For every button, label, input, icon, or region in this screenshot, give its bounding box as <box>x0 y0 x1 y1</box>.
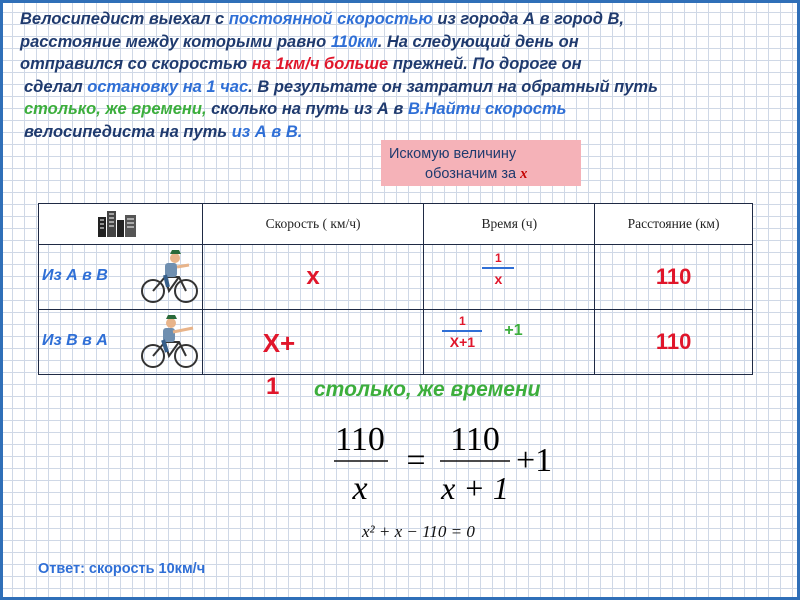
problem-line-2 <box>20 31 795 54</box>
seg-same-time: столько, же времени, <box>24 100 207 118</box>
seg-distance: 110км <box>330 32 378 51</box>
table-row <box>39 310 753 375</box>
speed-ab: x <box>202 245 424 310</box>
header-time: Время (ч) <box>424 204 595 245</box>
time-ab-num: 1 <box>495 251 502 265</box>
seg-stop: остановку на 1 час <box>87 77 249 96</box>
seg: расстояние между которыми равно <box>20 32 331 51</box>
answer-text: Ответ: скорость 10км/ч <box>38 561 206 577</box>
seg-speed-more: на 1км/ч больше <box>251 55 389 73</box>
time-ab-cell <box>424 245 595 310</box>
distance-ab: 110 <box>595 245 753 310</box>
denote-line2: обозначим за <box>425 166 521 182</box>
seg-constant-speed: постоянной скоростью <box>228 10 433 28</box>
row-label-cell <box>39 245 203 310</box>
row-label-cell <box>39 310 203 375</box>
fraction-bar <box>482 267 514 269</box>
time-ba-num: 1 <box>459 314 466 328</box>
cyclist-icon <box>139 249 201 305</box>
quadratic-equation: x² + x − 110 = 0 <box>362 522 475 541</box>
table-row <box>39 245 753 310</box>
eq-equals: = <box>406 442 426 479</box>
time-ba-fraction <box>442 314 482 350</box>
denote-line1: Искомую величину <box>389 146 517 162</box>
time-ab-fraction <box>482 251 514 287</box>
row-label-ba: Из В в А <box>42 332 108 349</box>
problem-text <box>20 8 795 143</box>
seg: Велосипедист выехал с <box>20 10 229 28</box>
eq-plus-one: +1 <box>516 442 553 479</box>
seg: сделал <box>24 77 88 96</box>
header-speed: Скорость ( км/ч) <box>202 204 424 245</box>
header-distance: Расстояние (км) <box>595 204 753 245</box>
seg: сколько на путь из А в <box>206 100 408 118</box>
speed-ba: X+ <box>262 328 296 358</box>
cyclist-icon <box>139 314 201 370</box>
eq-lhs-num: 110 <box>335 421 385 458</box>
problem-line-3 <box>20 53 795 76</box>
speed-ba-cell <box>202 310 424 375</box>
seg-find: В.Найти скорость <box>408 100 567 118</box>
table-header-row <box>39 204 753 245</box>
eq-rhs-den: x + 1 <box>441 470 509 506</box>
solution-table <box>38 203 753 375</box>
one-mark: 1 <box>266 373 280 400</box>
equation <box>330 415 580 510</box>
eq-rhs-num: 110 <box>450 421 500 458</box>
time-ab-den: x <box>494 271 503 287</box>
seg: . В результате он затратил на обратный путь <box>248 77 658 96</box>
time-ba-den: X+1 <box>449 334 476 350</box>
seg: . На следующий день он <box>377 32 579 51</box>
buildings-icon <box>96 211 138 237</box>
denote-line2-wrap <box>389 164 573 184</box>
seg: велосипедиста на путь <box>24 122 232 141</box>
row-label-ab: Из А в В <box>42 267 108 284</box>
distance-ba: 110 <box>595 310 753 375</box>
seg: прежней. По дороге он <box>388 55 582 73</box>
seg: отправился со скоростью <box>20 55 252 73</box>
time-ba-cell <box>424 310 595 375</box>
time-ba-extra: +1 <box>504 322 523 339</box>
denote-box <box>381 140 581 186</box>
fraction-bar <box>442 330 482 332</box>
eq-lhs-den: x <box>352 470 368 507</box>
problem-line-5 <box>20 98 795 121</box>
same-time-label: столько, же времени <box>314 378 541 401</box>
seg-route: из А в В. <box>231 122 303 141</box>
seg: из города А в город В, <box>432 10 624 28</box>
problem-line-4 <box>20 76 795 99</box>
denote-var: x <box>520 166 528 182</box>
problem-line-1 <box>20 8 795 31</box>
